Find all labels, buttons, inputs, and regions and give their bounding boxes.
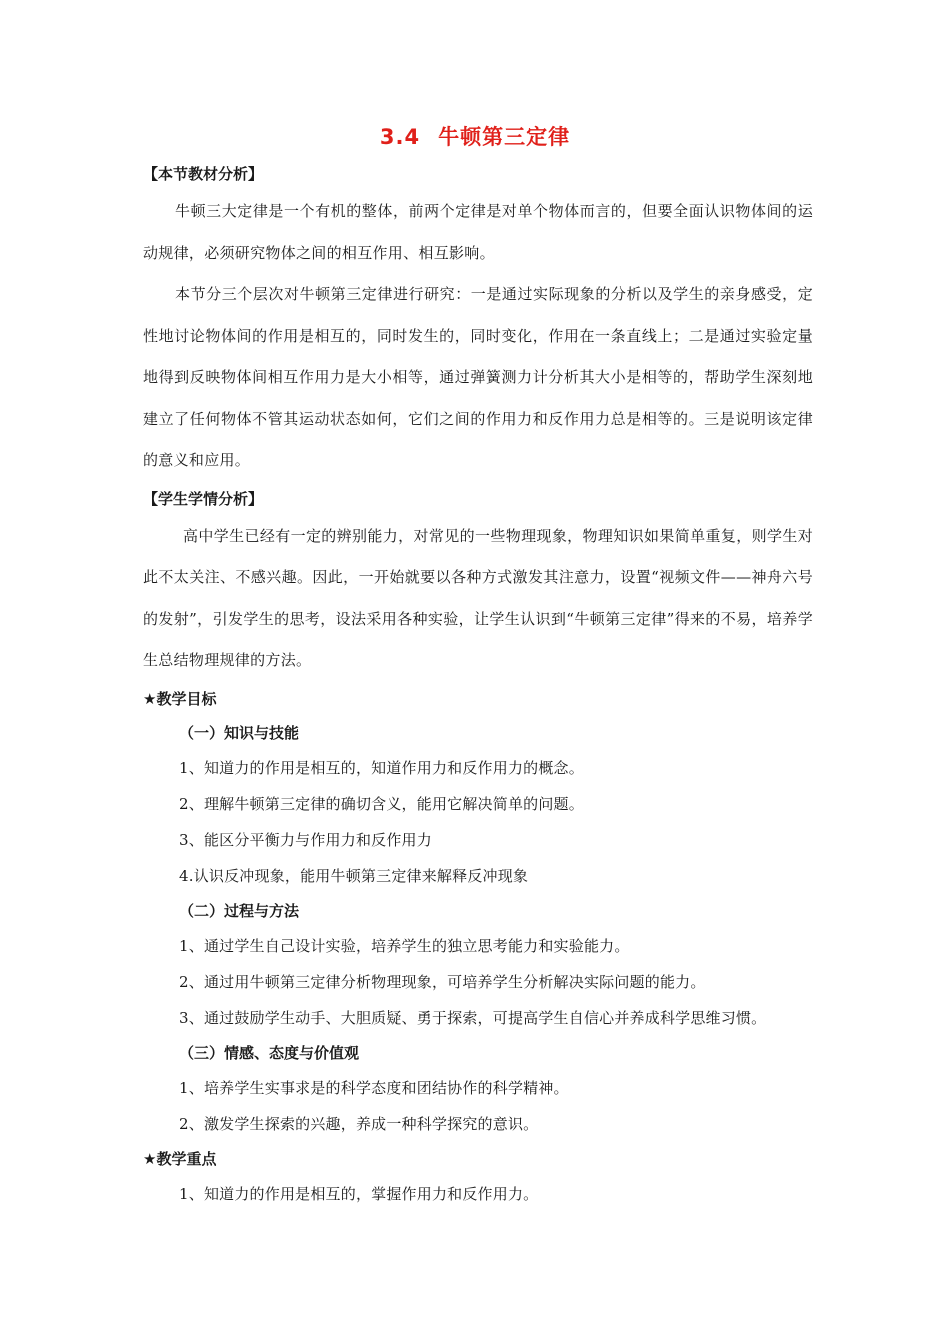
- student-analysis-heading: 【学生学情分析】: [143, 489, 264, 508]
- list-item: 2、理解牛顿第三定律的确切含义，能用它解决简单的问题。: [179, 794, 584, 813]
- teaching-goals-heading: ★教学目标: [143, 689, 217, 708]
- list-item: 2、激发学生探索的兴趣，养成一种科学探究的意识。: [179, 1114, 539, 1133]
- list-item: 2、通过用牛顿第三定律分析物理现象，可培养学生分析解决实际问题的能力。: [179, 972, 706, 991]
- list-item: 1、知道力的作用是相互的，掌握作用力和反作用力。: [179, 1184, 539, 1203]
- list-item: 3、通过鼓励学生动手、大胆质疑、勇于探索，可提高学生自信心并养成科学思维习惯。: [179, 1008, 767, 1027]
- material-analysis-heading: 【本节教材分析】: [143, 165, 264, 183]
- title-text: 牛顿第三定律: [438, 125, 571, 149]
- material-paragraph-1: 牛顿三大定律是一个有机的整体，前两个定律是对单个物体而言的，但要全面认识物体间的运动规律，必须研究物体之间的相互作用、相互影响。: [143, 202, 813, 262]
- list-item: 1、通过学生自己设计实验，培养学生的独立思考能力和实验能力。: [179, 936, 630, 955]
- page-title: [0, 122, 950, 152]
- title-number: 3.4: [379, 125, 421, 149]
- document-body: [143, 157, 813, 1212]
- material-paragraph-2: 本节分三个层次对牛顿第三定律进行研究：一是通过实际现象的分析以及学生的亲身感受，定性地讨论物体间的作用是相互的，同时发生的，同时变化，作用在一条直线上；二是通过实验定量地得到反映物体间相互作用力是大小相等，通过弹簧测力计分析其大小是相等的，帮助学生深刻地建立了任何物体不管其运动状态如何，它们之间的作用力和反作用力总是相等的。三是说明该定律的意义和应用。: [143, 285, 813, 469]
- list-item: 1、培养学生实事求是的科学态度和团结协作的科学精神。: [179, 1078, 569, 1097]
- student-paragraph-1: 高中学生已经有一定的辨别能力，对常见的一些物理现象，物理知识如果简单重复，则学生对此不太关注、不感兴趣。因此，一开始就要以各种方式激发其注意力，设置“视频文件——神舟六号的发射”，引发学生的思考，设法采用各种实验，让学生认识到“牛顿第三定律”得来的不易，培养学生总结物理规律的方法。: [143, 526, 813, 669]
- list-item: 1、知道力的作用是相互的，知道作用力和反作用力的概念。: [179, 758, 584, 777]
- emotion-values-heading: （三）情感、态度与价值观: [179, 1043, 360, 1062]
- list-item: 3、能区分平衡力与作用力和反作用力: [179, 830, 432, 849]
- process-methods-heading: （二）过程与方法: [179, 901, 300, 920]
- knowledge-skills-heading: （一）知识与技能: [179, 723, 300, 742]
- list-item: 4.认识反冲现象，能用牛顿第三定律来解释反冲现象: [179, 866, 529, 885]
- teaching-keypoints-heading: ★教学重点: [143, 1149, 217, 1168]
